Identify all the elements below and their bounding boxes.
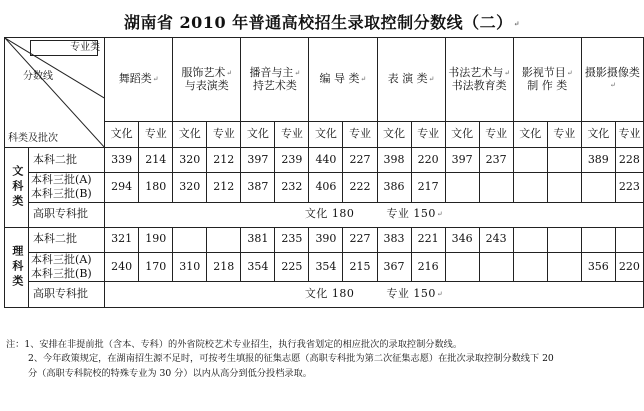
sub-major: 专业: [343, 122, 377, 148]
score-cell: [479, 252, 513, 282]
group-label-liberal-arts: 文科类: [5, 148, 29, 228]
page-title: 湖南省 2010 年普通高校招生录取控制分数线（二）↵: [123, 13, 521, 32]
major-header: 舞蹈类↵: [105, 38, 173, 122]
major-header: 编 导 类↵: [309, 38, 377, 122]
note-2-continued: 分（高职专科院校的特殊专业为 30 分）以内从高分到低分投档录取。: [28, 367, 312, 379]
score-cell: [513, 252, 547, 282]
table-row: [5, 282, 644, 308]
score-cell: 243: [479, 227, 513, 252]
major-header: 影视节目↵ 制 作 类: [513, 38, 581, 122]
sub-major: 专业: [479, 122, 513, 148]
score-cell: 217: [411, 173, 445, 203]
score-cell: 397: [445, 148, 479, 173]
score-cell: [547, 227, 581, 252]
score-cell: [615, 227, 643, 252]
score-cell: 190: [139, 227, 173, 252]
score-cell: [445, 173, 479, 203]
sub-major: 专业: [411, 122, 445, 148]
score-cell: 235: [275, 227, 309, 252]
score-cell: 237: [479, 148, 513, 173]
table-row: [5, 173, 644, 203]
score-cell: [513, 173, 547, 203]
batch-label: 本科二批: [29, 227, 105, 252]
major-header: 播音与主↵ 持艺术类: [241, 38, 309, 122]
score-cell: 227: [343, 227, 377, 252]
score-cell: [479, 173, 513, 203]
header-row: [5, 38, 644, 122]
score-cell: 180: [139, 173, 173, 203]
score-cell: 320: [173, 148, 207, 173]
sub-major: 专业: [207, 122, 241, 148]
group-label-sciences: 理科类: [5, 227, 29, 308]
score-cell: 383: [377, 227, 411, 252]
score-cell: 381: [241, 227, 275, 252]
major-header: 书法艺术与↵ 书法教育类: [445, 38, 513, 122]
score-cell: 225: [275, 252, 309, 282]
table-row: [5, 202, 644, 227]
score-cell: [513, 148, 547, 173]
score-cell: 218: [207, 252, 241, 282]
diag-label-score: 分数线: [23, 71, 53, 82]
diagonal-header: [5, 38, 105, 148]
batch-label: 高职专科批: [29, 282, 105, 308]
table-row: [5, 252, 644, 282]
score-cell: 220: [615, 252, 643, 282]
score-cell: 406: [309, 173, 343, 203]
score-cell: 320: [173, 173, 207, 203]
score-cell: 294: [105, 173, 139, 203]
score-cell: [547, 252, 581, 282]
score-cell: 215: [343, 252, 377, 282]
table-row: [5, 148, 644, 173]
sub-major: 专业: [615, 122, 643, 148]
score-cell: [513, 227, 547, 252]
score-cell: 220: [411, 148, 445, 173]
score-cell: 387: [241, 173, 275, 203]
score-cell: [581, 227, 615, 252]
score-cell: 389: [581, 148, 615, 173]
diag-label-major: 专业类: [70, 42, 101, 53]
score-cell: 232: [275, 173, 309, 203]
score-cell: 222: [343, 173, 377, 203]
sub-culture: 文化: [445, 122, 479, 148]
major-header: 服饰艺术↵ 与表演类: [173, 38, 241, 122]
batch-label: 高职专科批: [29, 202, 105, 227]
score-cell: 221: [411, 227, 445, 252]
score-cell: 367: [377, 252, 411, 282]
score-cell: 216: [411, 252, 445, 282]
score-cell: 321: [105, 227, 139, 252]
diag-label-subject: 科类及批次: [8, 132, 58, 144]
score-cell: 310: [173, 252, 207, 282]
sub-culture: 文化: [241, 122, 275, 148]
score-cell: [207, 227, 241, 252]
score-cell: 390: [309, 227, 343, 252]
score-cell: 354: [309, 252, 343, 282]
score-cell: [547, 148, 581, 173]
score-cell: 398: [377, 148, 411, 173]
vocational-scores: 文化 180 专业 150↵: [105, 282, 644, 308]
score-cell: [547, 173, 581, 203]
note-2: 2、今年政策规定，在湖南招生源不足时，可按考生填报的征集志愿（高职专科批为第二次征集志愿）在批次录取控制分数线下 20: [28, 353, 554, 365]
major-header: 表 演 类↵: [377, 38, 445, 122]
score-cell: 212: [207, 148, 241, 173]
score-cell: 214: [139, 148, 173, 173]
score-cell: 227: [343, 148, 377, 173]
score-cell: [581, 173, 615, 203]
sub-culture: 文化: [377, 122, 411, 148]
score-cell: 354: [241, 252, 275, 282]
score-cell: 170: [139, 252, 173, 282]
score-table: [4, 37, 644, 308]
sub-major: 专业: [547, 122, 581, 148]
sub-culture: 文化: [173, 122, 207, 148]
score-cell: 223: [615, 173, 643, 203]
sub-major: 专业: [275, 122, 309, 148]
notes: [6, 338, 640, 381]
table-row: [5, 227, 644, 252]
score-cell: 239: [275, 148, 309, 173]
sub-culture: 文化: [513, 122, 547, 148]
sub-culture: 文化: [581, 122, 615, 148]
sub-major: 专业: [139, 122, 173, 148]
score-cell: 339: [105, 148, 139, 173]
note-1: 注：1、安排在非提前批（含本、专科）的外省院校艺术专业招生，执行我省划定的相应批次的录取控制分数线。: [6, 339, 463, 350]
score-cell: [445, 252, 479, 282]
score-cell: 386: [377, 173, 411, 203]
score-cell: 228: [615, 148, 643, 173]
score-cell: 440: [309, 148, 343, 173]
score-cell: 240: [105, 252, 139, 282]
vocational-scores: 文化 180 专业 150↵: [105, 202, 644, 227]
major-header: 摄影摄像类↵: [581, 38, 643, 122]
score-cell: 356: [581, 252, 615, 282]
batch-label: 本科三批(A) 本科三批(B): [29, 252, 105, 282]
score-cell: 212: [207, 173, 241, 203]
score-cell: 346: [445, 227, 479, 252]
score-cell: [173, 227, 207, 252]
batch-label: 本科二批: [29, 148, 105, 173]
sub-culture: 文化: [105, 122, 139, 148]
score-cell: 397: [241, 148, 275, 173]
batch-label: 本科三批(A) 本科三批(B): [29, 173, 105, 203]
sub-culture: 文化: [309, 122, 343, 148]
